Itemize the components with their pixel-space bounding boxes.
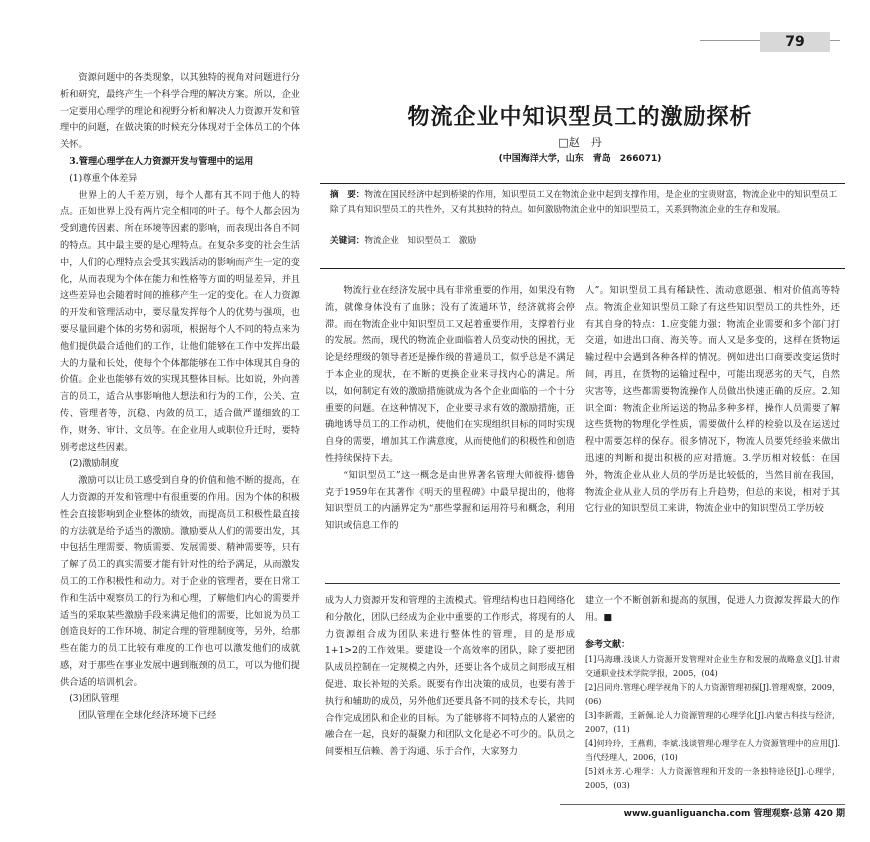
affiliation: (中国海洋大学，山东 青岛 266071) — [498, 154, 662, 164]
footer-rule — [560, 804, 845, 805]
section-heading: 3.管理心理学在人力资源开发与管理中的运用 — [69, 155, 254, 167]
section-divider — [325, 583, 840, 584]
paragraph: 成为人力资源开发和管理的主流模式。管理结构也日趋网络化和分散化，团队已经成为企业中重要的工作形式，将现有的人力资源组合成为团队来进行整体性的管理，目的是形成1+1>2的工作效果。要建设一个高效率的团队，除了要把团队成员控制在一定规模之内外，还要让各个成员之间形成互相促进、取长补短的关系。既要有作出决策的成员，也要有善于执行和辅助的成员，另外他们还要具备不同的技术专长，共同合作完成团队和企业的目标。为了能够将不同特点的人紧密的融合在一起，良好的凝聚力和团队文化是必不可少的。队员之间要相互信赖、善于沟通、乐于合作，大家努力 — [325, 595, 575, 758]
paragraph: 物流行业在经济发展中具有非常重要的作用，如果没有物流，就像身体没有了血脉；没有了流通环节，经济就将会停滞。而在物流企业中知识型员工又起着重要作用，支撑着行业的发展。然而，现代的物流企业面临着人员变动快的困扰，无论是经理级的领导者还是操作级的普通员工，似乎总是不满足于本企业的现状，在不断的更换企业来寻找内心的满足。所以，如何制定有效的激励措施就成为各个企业面临的一个十分重要的问题。在这种情况下，企业要寻求有效的激励措施，正确地诱导员工的工作动机，使他们在实现组织目标的同时实现自身的需要，增加其工作满意度，从而使他们的积极性和创造性持续保持下去。 — [325, 285, 575, 464]
author: □赵 丹 — [558, 136, 602, 149]
abstract-text: 物流在国民经济中起到桥梁的作用，知识型员工又在物流企业中起到支撑作用，是企业的宝贵财富，物流企业中的知识型员工除了具有知识型员工的共性外，又有其独特的特点。如何激励物流企业中的知识型员工，关系到物流企业的生存和发展。 — [330, 190, 838, 215]
keywords-label: 关键词： — [330, 236, 365, 246]
paragraph: 激励可以让员工感受到自身的价值和他不断的提高，在人力资源的开发和管理中有很重要的作用。因为个体的积极性会直接影响到企业整体的绩效，而提高员工积极性最直接的方法就是给予适当的激励。激励要从人们的需要出发，其中包括生理需要、物质需要、发展需要、精神需要等，只有了解了员工的真实需要才能有针对性的给予满足，从而激发员工的工作积极性和动力。对于企业的管理者，要在日常工作和生活中观察员工的行为和心理，了解他们内心的需要并适当的采取某些激励手段来满足他们的需要，比如说为员工创造良好的工作环境、制定合理的管理制度等，另外，给那些在能力的员工比较有难度的工作也可以激发他们的成就感，对于那些在事业发展中遇到瓶颈的员工，可以为他们提供合适的培训机会。 — [60, 475, 300, 688]
keywords — [330, 234, 840, 246]
page-number: 79 — [760, 32, 830, 52]
references-heading: 参考文献： — [585, 639, 631, 650]
column-mid-top — [325, 283, 575, 535]
reference-item: [1]马海珊.浅谈人力资源开发管理对企业生存和发展的战略意义[J].甘肃交通职业技术学院学报，2005，(04) — [585, 655, 840, 679]
abstract — [330, 188, 840, 218]
paragraph: “知识型员工”这一概念是由世界著名管理大师彼得·德鲁克于1959年在其著作《明天的里程碑》中最早提出的，他将知识型员工的内涵界定为“那些掌握和运用符号和概念，利用知识或信息工作的 — [325, 469, 575, 532]
footer: www.guanliguancha.com 管理观察·总第 420 期 — [623, 809, 845, 819]
column-mid-bottom — [325, 593, 575, 761]
column-right-bottom — [585, 593, 840, 793]
subsection-heading: (2)激励制度 — [69, 458, 119, 470]
subsection-heading: (3)团队管理 — [69, 693, 119, 705]
paragraph: 世界上的人千差万别，每个人都有其不同于他人的特点。正如世界上没有两片完全相同的叶子。每个人都会因为受到遗传因素、所在环境等因素的影响，而表现出各自不同的特点。其中最主要的是心理特点。在复杂多变的社会生活中，人们的心理特点会受其实践活动的影响而产生一定的变化，从而表现为个体在能力和性格等方面的明显差异，并且这些差异也会随着时间的推移产生一定的变化。在人力资源的开发和管理活动中，要尽量发挥每个人的优势与强项，也要尽量回避个体的劣势和弱项，根据每个人不同的特点来为他们提供最合适他们的工作，让他们能够在工作中发挥出最大的力量和长处，使每个个体都能够在工作中体现其自身的价值。企业也能够有效的实现其整体目标。比如说，外向善言的员工，适合从事影响他人想法和行为的工作，公关、宣传、管理者等，沉稳、内敛的员工，适合做严谨细致的工作，财务、审计、文员等。在企业用人或职位升迁时，要特别考虑这些因素。 — [60, 189, 300, 453]
keywords-text: 物流企业 知识型员工 激励 — [364, 236, 477, 246]
paragraph: 团队管理在全球化经济环境下已经 — [78, 710, 217, 722]
reference-item: [4]何玲玲，王燕莉，李斌.浅谈管理心理学在人力资源管理中的应用[J].当代经理人，2006，(10) — [585, 739, 840, 763]
paragraph: 资源问题中的各类现象，以其独特的视角对问题进行分析和研究，最终产生一个科学合理的解决方案。所以，企业一定要用心理学的理论和视野分析和解决人力资源开发和管理中的问题，在做决策的时候充分体现对于全体员工的个体关怀。 — [60, 72, 300, 151]
reference-item: [3]李新霞，王新佩.论人力资源管理的心理学化[J].内蒙古科技与经济，2007，(11) — [585, 711, 840, 735]
column-right-top — [585, 283, 840, 518]
article-title: 物流企业中知识型员工的激励探析 — [407, 105, 753, 130]
reference-item: [2]吕同舟.管理心理学视角下的人力资源管理初探[J].管理观察，2009，(06) — [585, 683, 840, 707]
references-list — [585, 653, 840, 793]
subsection-heading: (1)尊重个体差异 — [69, 172, 138, 184]
column-left — [60, 70, 300, 725]
reference-item: [5]刘永芳.心理学：人力资源管理和开发的一条独特途径[J].心理学，2005，(03) — [585, 767, 840, 791]
abstract-label: 摘 要： — [330, 190, 365, 200]
closing-paragraph: 建立一个不断创新和提高的氛围，促进人力资源发挥最大的作用。■ — [585, 595, 840, 623]
paragraph: 人”。知识型员工具有稀缺性、流动意愿强、相对价值高等特点。物流企业知识型员工除了有这些知识型员工的共性外，还有其自身的特点：1.应变能力强；物流企业需要和多个部门打交道，如进出口商、海关等。而人又是多变的，这样在货物运输过程中会遇到各种各样的情况。例如进出口商要改变运货时间，再且，在货物的运输过程中，可能出现恶劣的天气，自然灾害等，这些都需要物流操作人员做出快速正确的反应。2.知识全面：物流企业所运送的物品多种多样，操作人员需要了解这些货物的物理化学性质，需要做什么样的检验以及在运送过程中需要怎样的保存。很多情况下，物流人员要凭经验来做出迅速的判断和提出积极的应对措施。3.学历相对较低：在国外，物流企业从业人员的学历是比较低的，当然目前在我国，物流企业从业人员的学历有上升趋势，但总的来说，相对于其它行业的知识型员工来讲，物流企业中的知识型员工学历较 — [585, 285, 840, 515]
